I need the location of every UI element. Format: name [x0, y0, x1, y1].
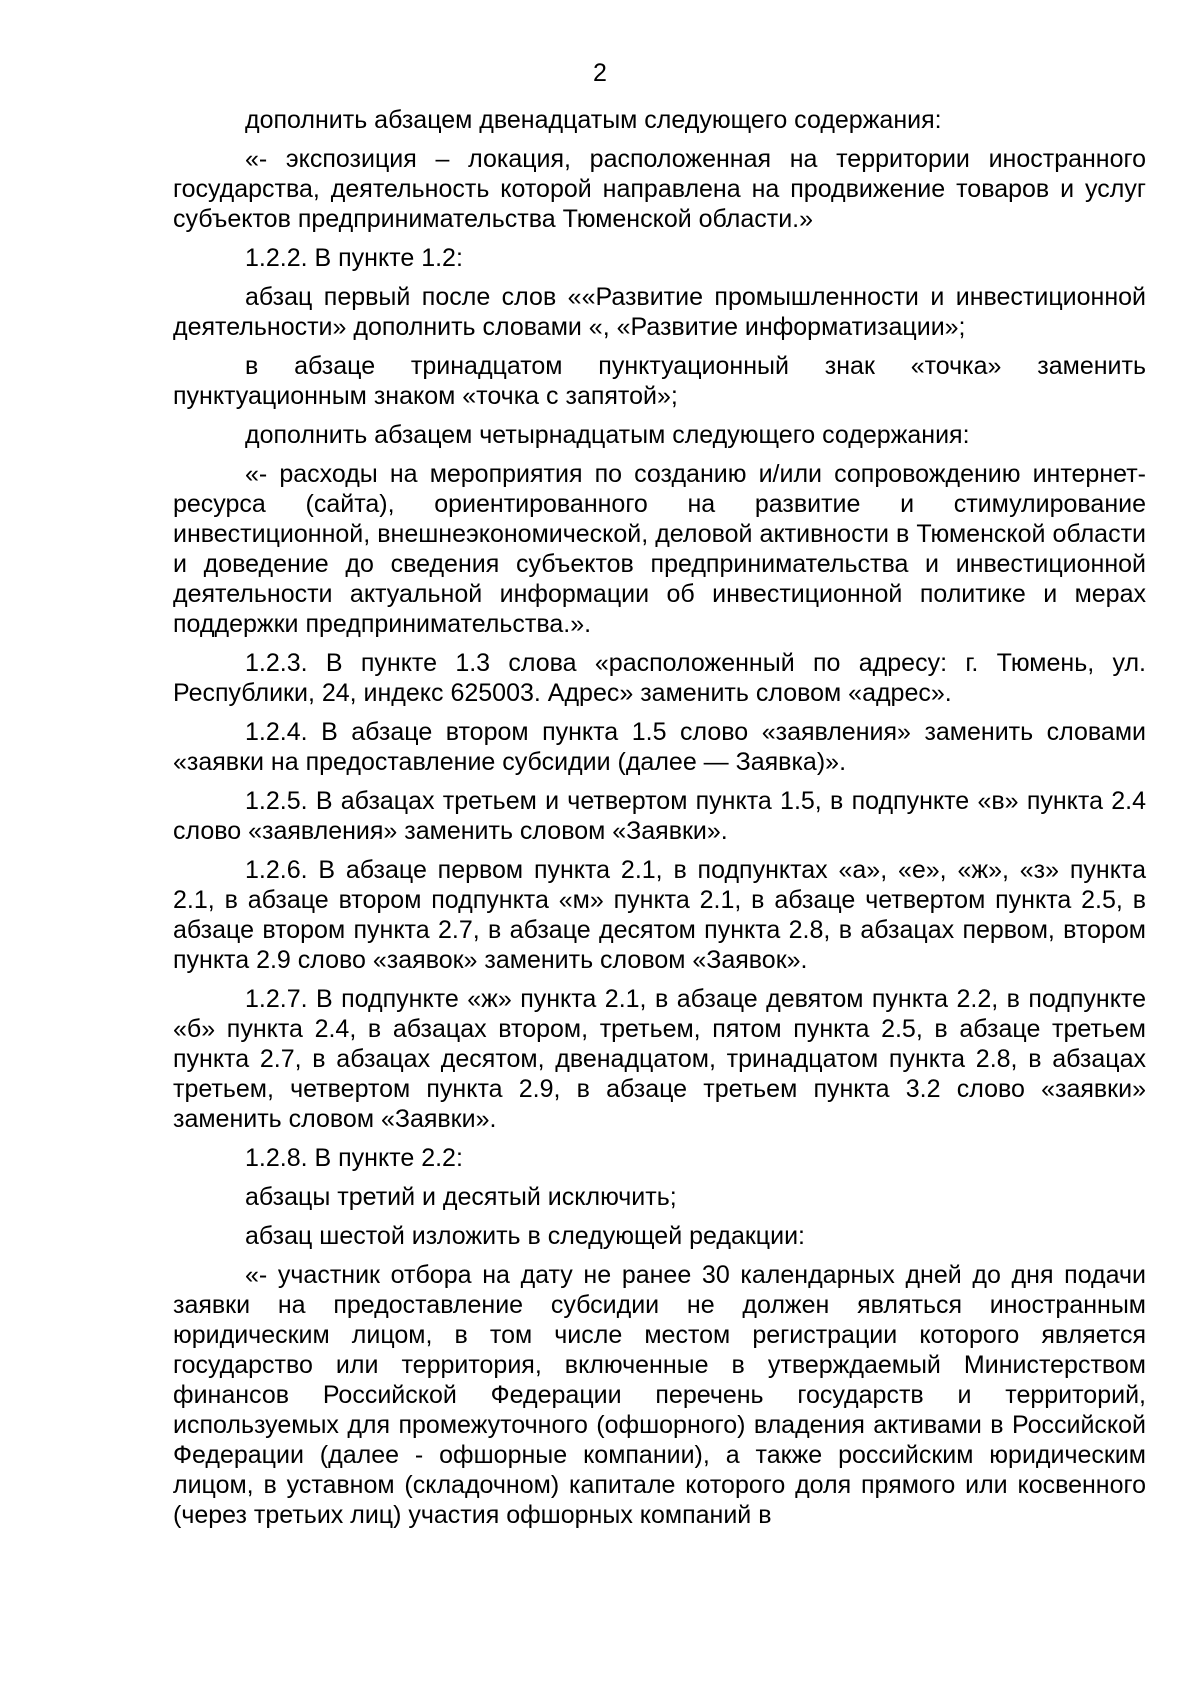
paragraph: абзацы третий и десятый исключить; [245, 1183, 677, 1211]
page-number: 2 [593, 59, 607, 87]
paragraph: 1.2.5. В абзацах третьем и четвертом пункта 1.5, в подпункте «в» пункта 2.4 слово «заявления» заменить словом «Заявки». [173, 787, 1146, 845]
document-body [173, 105, 1146, 1539]
paragraph: дополнить абзацем двенадцатым следующего содержания: [245, 106, 942, 134]
paragraph: 1.2.8. В пункте 2.2: [245, 1144, 463, 1172]
paragraph: в абзаце тринадцатом пунктуационный знак «точка» заменить пунктуационным знаком «точка с запятой»; [173, 352, 1146, 410]
paragraph: «- расходы на мероприятия по созданию и/или сопровождению интернет-ресурса (сайта), ориентированного на развитие и стимулирование инвестиционной, внешнеэкономической, деловой активности в Тюменской области и доведение до сведения субъектов предпринимательства и инвестиционной деятельности актуальной информации об инвестиционной политике и мерах поддержки предпринимательства.». [173, 460, 1146, 638]
paragraph: 1.2.3. В пункте 1.3 слова «расположенный по адресу: г. Тюмень, ул. Республики, 24, индекс 625003. Адрес» заменить словом «адрес». [173, 649, 1146, 707]
paragraph: дополнить абзацем четырнадцатым следующего содержания: [245, 421, 970, 449]
paragraph: абзац первый после слов ««Развитие промышленности и инвестиционной деятельности» дополнить словами «, «Развитие информатизации»; [173, 283, 1146, 341]
paragraph: абзац шестой изложить в следующей редакции: [245, 1222, 805, 1250]
paragraph: 1.2.2. В пункте 1.2: [245, 244, 463, 272]
paragraph: 1.2.7. В подпункте «ж» пункта 2.1, в абзаце девятом пункта 2.2, в подпункте «б» пункта 2.4, в абзацах втором, третьем, пятом пункта 2.5, в абзаце третьем пункта 2.7, в абзацах десятом, двенадцатом, тринадцатом пункта 2.8, в абзацах третьем, четвертом пункта 2.9, в абзаце третьем пункта 3.2 слово «заявки» заменить словом «Заявки». [173, 985, 1146, 1133]
paragraph: 1.2.4. В абзаце втором пункта 1.5 слово «заявления» заменить словами «заявки на предоставление субсидии (далее — Заявка)». [173, 718, 1146, 776]
paragraph: «- экспозиция – локация, расположенная на территории иностранного государства, деятельность которой направлена на продвижение товаров и услуг субъектов предпринимательства Тюменской области.» [173, 145, 1146, 233]
paragraph: «- участник отбора на дату не ранее 30 календарных дней до дня подачи заявки на предоставление субсидии не должен являться иностранным юридическим лицом, в том числе местом регистрации которого является государство или территория, включенные в утверждаемый Министерством финансов Российской Федерации перечень государств и территорий, используемых для промежуточного (офшорного) владения активами в Российской Федерации (далее - офшорные компании), а также российским юридическим лицом, в уставном (складочном) капитале которого доля прямого или косвенного (через третьих лиц) участия офшорных компаний в [173, 1261, 1146, 1529]
paragraph: 1.2.6. В абзаце первом пункта 2.1, в подпунктах «а», «е», «ж», «з» пункта 2.1, в абзаце втором подпункта «м» пункта 2.1, в абзаце четвертом пункта 2.5, в абзаце втором пункта 2.7, в абзаце десятом пункта 2.8, в абзацах первом, втором пункта 2.9 слово «заявок» заменить словом «Заявок». [173, 856, 1146, 974]
